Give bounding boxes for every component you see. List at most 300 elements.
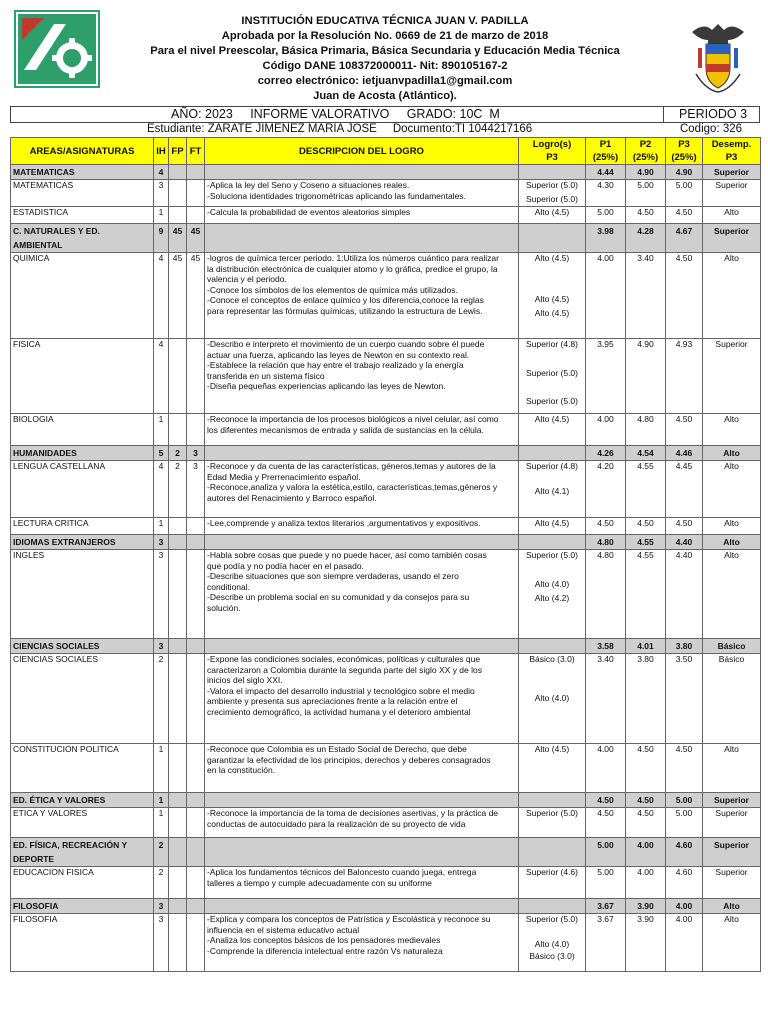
institution-info — [120, 14, 650, 104]
area-row — [11, 838, 761, 867]
logro-description — [205, 793, 519, 808]
subject-name-line: DEPORTE — [13, 854, 55, 864]
cell-p2: 3.90 — [626, 899, 666, 914]
description-line: conditional. — [207, 581, 251, 592]
description-line: -Aplica los fundamentos técnicos del Baloncesto cuando juega, entrega — [207, 867, 477, 877]
cell-ih: 1 — [154, 793, 169, 808]
cell-p2: 3.80 — [626, 654, 666, 744]
cell-p2: 4.55 — [626, 550, 666, 639]
logro-grades — [519, 446, 586, 461]
cell-ft — [187, 793, 205, 808]
description-line: ambiente y presenta sus apreciaciones frente a la relación entre el — [207, 696, 458, 706]
cell-p2: 4.50 — [626, 207, 666, 224]
cell-p1: 4.30 — [586, 180, 626, 207]
cell-fp — [169, 339, 187, 414]
cell-ft — [187, 518, 205, 535]
cell-ih: 1 — [154, 207, 169, 224]
cell-desemp: Alto — [703, 744, 761, 793]
cell-p3: 4.50 — [666, 207, 703, 224]
subject-name — [11, 899, 154, 914]
logro-description — [205, 535, 519, 550]
description-line: -logros de química tercer periodo. 1:Utiliza los números cuántico para realizar — [207, 253, 499, 263]
student-line: Estudiante: ZARATE JIMENEZ MARIA JOSE Documento:TI 1044217166 — [147, 123, 533, 135]
col-header-fp: FP — [169, 138, 187, 165]
subject-row — [11, 518, 761, 535]
cell-p1: 4.00 — [586, 744, 626, 793]
cell-desemp: Alto — [703, 207, 761, 224]
logro-grades — [519, 224, 586, 253]
cell-desemp: Superior — [703, 808, 761, 838]
cell-fp: 45 — [169, 253, 187, 339]
cell-desemp: Alto — [703, 550, 761, 639]
logro-grades — [519, 165, 586, 180]
cell-p3: 4.40 — [666, 535, 703, 550]
cell-desemp: Alto — [703, 414, 761, 446]
description-line: la distribución electrónica de cualquier atomo y lo gráfica, predice el grupo, la — [207, 263, 498, 274]
description-line: solución. — [207, 602, 241, 613]
table-header-row — [11, 138, 761, 165]
cell-p3: 4.46 — [666, 446, 703, 461]
cell-ft — [187, 165, 205, 180]
cell-ih: 2 — [154, 838, 169, 867]
description-line: -Habla sobre cosas que puede y no puede hacer, así como también cosas — [207, 550, 487, 560]
subject-name-line: IDIOMAS EXTRANJEROS — [13, 537, 116, 547]
subject-name — [11, 838, 154, 867]
logro-description — [205, 461, 519, 518]
subject-name — [11, 654, 154, 744]
cell-ft — [187, 838, 205, 867]
cell-desemp: Superior — [703, 838, 761, 867]
subject-row — [11, 339, 761, 414]
cell-ih: 9 — [154, 224, 169, 253]
logro-description — [205, 867, 519, 899]
subject-name-line: CIENCIAS SOCIALES — [13, 641, 100, 651]
cell-p2: 4.90 — [626, 339, 666, 414]
subject-row — [11, 914, 761, 972]
area-row — [11, 446, 761, 461]
logro-grade: Alto (4.5) — [534, 308, 570, 318]
cell-p3: 4.60 — [666, 838, 703, 867]
grades-table — [10, 137, 761, 972]
subject-name — [11, 180, 154, 207]
description-line: -Soluciona identidades trigonométricas aplicando las fundamentales. — [207, 190, 466, 201]
description-line: -Describe un problema social en su comunidad y da consejos para su — [207, 592, 470, 602]
logro-description — [205, 165, 519, 180]
cell-desemp: Superior — [703, 339, 761, 414]
student-info-row — [10, 123, 760, 137]
cell-fp — [169, 518, 187, 535]
logro-grade: Superior (4.8) — [526, 461, 578, 471]
subject-name — [11, 535, 154, 550]
student-code: Codigo: 326 — [679, 123, 743, 135]
description-line: -Establece la relación que hay entre el trabajo realizado y la energía — [207, 360, 464, 370]
area-row — [11, 165, 761, 180]
cell-fp — [169, 838, 187, 867]
cell-p3: 4.00 — [666, 914, 703, 972]
cell-fp — [169, 899, 187, 914]
logro-grade: Alto (4.1) — [534, 485, 570, 496]
logro-grade: Alto (4.5) — [534, 414, 570, 424]
cell-p1: 4.44 — [586, 165, 626, 180]
col-header-p1: P1 (25%) — [586, 138, 626, 165]
description-line: en la constitución. — [207, 765, 276, 775]
logro-description — [205, 224, 519, 253]
subject-name-line: QUIMICA — [13, 253, 50, 263]
logro-grades — [519, 535, 586, 550]
cell-p3: 4.40 — [666, 550, 703, 639]
subject-name-line: C. NATURALES Y ED. — [13, 226, 100, 236]
logro-grade: Superior (4.8) — [526, 339, 578, 349]
logro-grades — [519, 461, 586, 518]
logro-description — [205, 808, 519, 838]
logro-grade: Alto (4.5) — [534, 253, 570, 263]
resolution-line: Aprobada por la Resolución No. 0669 de 21 de marzo de 2018 — [221, 30, 549, 42]
subject-name — [11, 224, 154, 253]
subject-name-line: CIENCIAS SOCIALES — [13, 654, 99, 664]
description-line: -Diseña pequeñas experiencias aplicando las leyes de Newton. — [207, 381, 446, 391]
periodo-label: PERIODO 3 — [663, 107, 762, 123]
logro-description — [205, 838, 519, 867]
cell-ih: 1 — [154, 808, 169, 838]
logro-grades — [519, 253, 586, 339]
cell-fp — [169, 744, 187, 793]
cell-ft — [187, 914, 205, 972]
logro-grade: Superior (5.0) — [526, 808, 578, 818]
grades-body — [11, 165, 761, 972]
logro-grade: Alto (4.5) — [534, 207, 570, 217]
cell-p3: 4.67 — [666, 224, 703, 253]
cell-p2: 4.54 — [626, 446, 666, 461]
logro-grade: Superior (5.0) — [526, 914, 578, 924]
logro-grade: Alto (4.0) — [534, 938, 570, 949]
logro-description — [205, 654, 519, 744]
col-header-logro: Logro(s) P3 — [519, 138, 586, 165]
description-line: que podía y no podía hacer en el pasado. — [207, 560, 364, 571]
description-line: los diferentes mecanismos de entrada y salida de sustancias en la célula. — [207, 424, 484, 435]
logro-grades — [519, 867, 586, 899]
cell-p1: 4.50 — [586, 793, 626, 808]
description-line: -Reconoce que Colombia es un Estado Social de Derecho, que debe — [207, 744, 467, 754]
cell-p1: 5.00 — [586, 838, 626, 867]
cell-desemp: Básico — [703, 639, 761, 654]
cell-p1: 3.58 — [586, 639, 626, 654]
subject-name — [11, 253, 154, 339]
subject-name-line: CONSTITUCION POLITICA — [13, 744, 119, 754]
cell-p2: 4.55 — [626, 535, 666, 550]
cell-ft — [187, 639, 205, 654]
logro-grades — [519, 339, 586, 414]
logro-grade: Superior (5.0) — [526, 367, 578, 378]
subject-name — [11, 639, 154, 654]
logro-grade: Básico (3.0) — [529, 654, 575, 664]
cell-p3: 4.45 — [666, 461, 703, 518]
cell-p2: 4.01 — [626, 639, 666, 654]
logro-description — [205, 339, 519, 414]
description-line: para representar las fórmulas químicas, utilizando la estructura de Lewis. — [207, 305, 483, 316]
cell-ft: 45 — [187, 224, 205, 253]
logro-description — [205, 914, 519, 972]
institution-header — [10, 6, 760, 106]
logro-description — [205, 899, 519, 914]
cell-p1: 4.20 — [586, 461, 626, 518]
logro-grade: Alto (4.0) — [534, 692, 570, 703]
logro-grades — [519, 550, 586, 639]
cell-p2: 4.28 — [626, 224, 666, 253]
cell-ft: 3 — [187, 446, 205, 461]
cell-ih: 1 — [154, 518, 169, 535]
cell-desemp: Alto — [703, 899, 761, 914]
subject-name-line: FISICA — [13, 339, 41, 349]
area-row — [11, 535, 761, 550]
description-line: -Reconoce la importancia de la toma de decisiones asertivas, y la práctica de — [207, 808, 499, 818]
cell-ih: 2 — [154, 654, 169, 744]
cell-desemp: Superior — [703, 867, 761, 899]
description-line: -Conoce los símbolos de los elementos de química más utilizados. — [207, 284, 458, 295]
logro-grades — [519, 808, 586, 838]
logro-grades — [519, 914, 586, 972]
subject-name — [11, 414, 154, 446]
subject-name — [11, 165, 154, 180]
subject-name — [11, 339, 154, 414]
area-row — [11, 899, 761, 914]
cell-ih: 2 — [154, 867, 169, 899]
cell-p2: 4.50 — [626, 808, 666, 838]
cell-fp: 2 — [169, 446, 187, 461]
cell-fp — [169, 808, 187, 838]
description-line: crecimiento demográfico, la actividad humana y el deterioro ambiental — [207, 706, 471, 717]
logro-grades — [519, 414, 586, 446]
description-line: conductas de autocuidado para la realización de su proyecto de vida — [207, 818, 466, 829]
cell-fp: 45 — [169, 224, 187, 253]
subject-row — [11, 808, 761, 838]
subject-name-line: LENGUA CASTELLANA — [13, 461, 106, 471]
description-line: -Conoce el conceptos de enlace químico y los diferencia,conoce la reglas — [207, 295, 484, 305]
subject-name-line: LECTURA CRITICA — [13, 518, 89, 528]
cell-fp — [169, 550, 187, 639]
cell-p3: 4.90 — [666, 165, 703, 180]
cell-p2: 4.55 — [626, 461, 666, 518]
description-line: valencia y el periodo. — [207, 274, 287, 284]
cell-fp — [169, 180, 187, 207]
subject-name-line: ETICA Y VALORES — [13, 808, 88, 818]
logro-grade: Superior (4.6) — [526, 867, 578, 877]
subject-name-line: FILOSOFIA — [13, 901, 59, 911]
logro-grade: Alto (4.0) — [534, 578, 570, 589]
logro-grade: Superior (5.0) — [526, 180, 578, 190]
subject-row — [11, 550, 761, 639]
subject-row — [11, 867, 761, 899]
logro-grade: Superior (5.0) — [526, 193, 578, 204]
cell-desemp: Básico — [703, 654, 761, 744]
logro-grade: Alto (4.5) — [534, 293, 570, 304]
subject-name — [11, 744, 154, 793]
subject-name — [11, 808, 154, 838]
description-line: Edad Media y Prerrenacimiento español. — [207, 471, 361, 482]
subject-row — [11, 744, 761, 793]
cell-desemp: Alto — [703, 518, 761, 535]
cell-p1: 5.00 — [586, 207, 626, 224]
description-line: talleres a tiempo y cumple adecuadamente con su uniforme — [207, 877, 432, 888]
colombia-coat-of-arms-icon — [686, 18, 750, 98]
subject-name-line: FILOSOFIA — [13, 914, 58, 924]
cell-ft — [187, 414, 205, 446]
col-header-area: AREAS/ASIGNATURAS — [11, 138, 154, 165]
description-line: -Describe situaciones que son siempre verdaderas, usando el zero — [207, 571, 459, 581]
subject-row — [11, 461, 761, 518]
subject-name-line: HUMANIDADES — [13, 448, 77, 458]
cell-p1: 4.50 — [586, 518, 626, 535]
cell-p2: 4.90 — [626, 165, 666, 180]
cell-fp — [169, 867, 187, 899]
subject-name — [11, 461, 154, 518]
subject-name-line: ED. ÉTICA Y VALORES — [13, 795, 106, 805]
cell-ih: 1 — [154, 414, 169, 446]
description-line: -Lee,comprende y analiza textos literarios ,argumentativos y expositivos. — [207, 518, 481, 528]
cell-p3: 4.93 — [666, 339, 703, 414]
description-line: -Describo e interpreto el movimiento de un cuerpo cuando sobre él puede — [207, 339, 485, 349]
logro-grades — [519, 654, 586, 744]
cell-p2: 3.90 — [626, 914, 666, 972]
logro-grade: Alto (4.5) — [534, 744, 570, 754]
col-header-ft: FT — [187, 138, 205, 165]
description-line: -Calcula la probabilidad de eventos aleatorios simples — [207, 207, 411, 217]
description-line: -Valora el impacto del desarrollo industrial y tecnológico sobre el medio — [207, 685, 475, 696]
cell-ih: 4 — [154, 339, 169, 414]
cell-fp — [169, 793, 187, 808]
subject-name — [11, 207, 154, 224]
institution-name: INSTITUCIÓN EDUCATIVA TÉCNICA JUAN V. PADILLA — [241, 15, 529, 27]
description-line: -Comprende la diferencia intelectual entre razón Vs naturaleza — [207, 945, 443, 956]
logro-grade: Básico (3.0) — [529, 951, 575, 961]
col-header-desc: DESCRIPCION DEL LOGRO — [205, 138, 519, 165]
cell-ft — [187, 550, 205, 639]
cell-p1: 3.40 — [586, 654, 626, 744]
area-row — [11, 793, 761, 808]
area-row — [11, 639, 761, 654]
logro-description — [205, 446, 519, 461]
cell-p2: 4.80 — [626, 414, 666, 446]
cell-ih: 5 — [154, 446, 169, 461]
logro-grade: Superior (5.0) — [526, 396, 578, 406]
description-line: caracterizaron a Colombia durante la segunda parte del siglo XX y de los — [207, 664, 482, 675]
subject-name-line: ESTADISTICA — [13, 207, 69, 217]
cell-p3: 5.00 — [666, 808, 703, 838]
cell-desemp: Superior — [703, 793, 761, 808]
description-line: -Aplica la ley del Seno y Coseno a situaciones reales. — [207, 180, 410, 190]
area-row — [11, 224, 761, 253]
cell-ih: 3 — [154, 914, 169, 972]
subject-name — [11, 518, 154, 535]
logro-description — [205, 550, 519, 639]
logro-grades — [519, 207, 586, 224]
cell-p3: 3.80 — [666, 639, 703, 654]
description-line: -Reconoce,analiza y valora la estética,estilo, características,temas,géneros y — [207, 482, 498, 492]
cell-p1: 3.67 — [586, 914, 626, 972]
description-line: autores del Renacimiento y Barroco español. — [207, 492, 377, 503]
subject-row — [11, 207, 761, 224]
dane-nit-line: Código DANE 108372000011- Nit: 890105167-2 — [262, 60, 508, 72]
cell-ih: 3 — [154, 639, 169, 654]
subject-name-line: BIOLOGIA — [13, 414, 54, 424]
cell-p2: 4.50 — [626, 518, 666, 535]
cell-p3: 4.50 — [666, 518, 703, 535]
cell-p1: 3.67 — [586, 899, 626, 914]
email-line: correo electrónico: ietjuanvpadilla1@gmail.com — [257, 75, 513, 87]
cell-desemp: Superior — [703, 224, 761, 253]
cell-fp — [169, 654, 187, 744]
subject-name-line: MATEMATICAS — [13, 167, 75, 177]
cell-ih: 4 — [154, 461, 169, 518]
cell-ih: 3 — [154, 550, 169, 639]
report-info-row — [10, 106, 760, 123]
cell-desemp: Superior — [703, 180, 761, 207]
col-header-p2: P2 (25%) — [626, 138, 666, 165]
cell-desemp: Alto — [703, 914, 761, 972]
report-title-line: AÑO: 2023 INFORME VALORATIVO GRADO: 10C M — [171, 107, 500, 121]
logro-description — [205, 207, 519, 224]
cell-p2: 4.50 — [626, 744, 666, 793]
cell-ft — [187, 654, 205, 744]
levels-line: Para el nivel Preescolar, Básica Primaria, Básica Secundaria y Educación Media Técnica — [150, 45, 620, 57]
description-line: inicios del siglo XXI. — [207, 675, 283, 685]
subject-name-line: AMBIENTAL — [13, 240, 63, 250]
cell-fp: 2 — [169, 461, 187, 518]
subject-row — [11, 414, 761, 446]
cell-p3: 5.00 — [666, 180, 703, 207]
description-line: transferida en un sistema físico — [207, 370, 325, 381]
cell-desemp: Alto — [703, 253, 761, 339]
cell-p1: 4.80 — [586, 535, 626, 550]
subject-name-line: EDUCACION FISICA — [13, 867, 94, 877]
cell-p1: 4.50 — [586, 808, 626, 838]
cell-p1: 4.00 — [586, 253, 626, 339]
cell-p3: 4.50 — [666, 414, 703, 446]
cell-p1: 4.26 — [586, 446, 626, 461]
col-header-ih: IH — [154, 138, 169, 165]
description-line: -Analiza los conceptos básicos de los pensadores medievales — [207, 935, 441, 945]
cell-ft — [187, 180, 205, 207]
cell-fp — [169, 639, 187, 654]
description-line: -Expone las condiciones sociales, económicas, políticas y culturales que — [207, 654, 481, 664]
cell-p1: 4.00 — [586, 414, 626, 446]
logro-grade: Alto (4.2) — [534, 593, 570, 603]
description-line: -Reconoce y da cuenta de las características, géneros,temas y autores de la — [207, 461, 496, 471]
cell-fp — [169, 165, 187, 180]
cell-p1: 4.80 — [586, 550, 626, 639]
cell-fp — [169, 535, 187, 550]
cell-p1: 3.98 — [586, 224, 626, 253]
cell-p1: 5.00 — [586, 867, 626, 899]
cell-ft — [187, 899, 205, 914]
col-header-desemp: Desemp. P3 — [703, 138, 761, 165]
cell-p2: 3.40 — [626, 253, 666, 339]
logro-description — [205, 744, 519, 793]
cell-fp — [169, 207, 187, 224]
cell-ih: 3 — [154, 535, 169, 550]
logro-grades — [519, 518, 586, 535]
cell-p2: 4.00 — [626, 867, 666, 899]
cell-p1: 3.95 — [586, 339, 626, 414]
cell-p2: 4.00 — [626, 838, 666, 867]
subject-name-line: MATEMATICAS — [13, 180, 74, 190]
logro-grade: Alto (4.5) — [534, 518, 570, 528]
logro-description — [205, 518, 519, 535]
logro-grades — [519, 793, 586, 808]
cell-p2: 4.50 — [626, 793, 666, 808]
description-line: influencia en el sistema educativo actual — [207, 924, 360, 935]
description-line: -Explica y compara los conceptos de Patrística y Escolástica y reconoce su — [207, 914, 491, 924]
subject-name — [11, 867, 154, 899]
